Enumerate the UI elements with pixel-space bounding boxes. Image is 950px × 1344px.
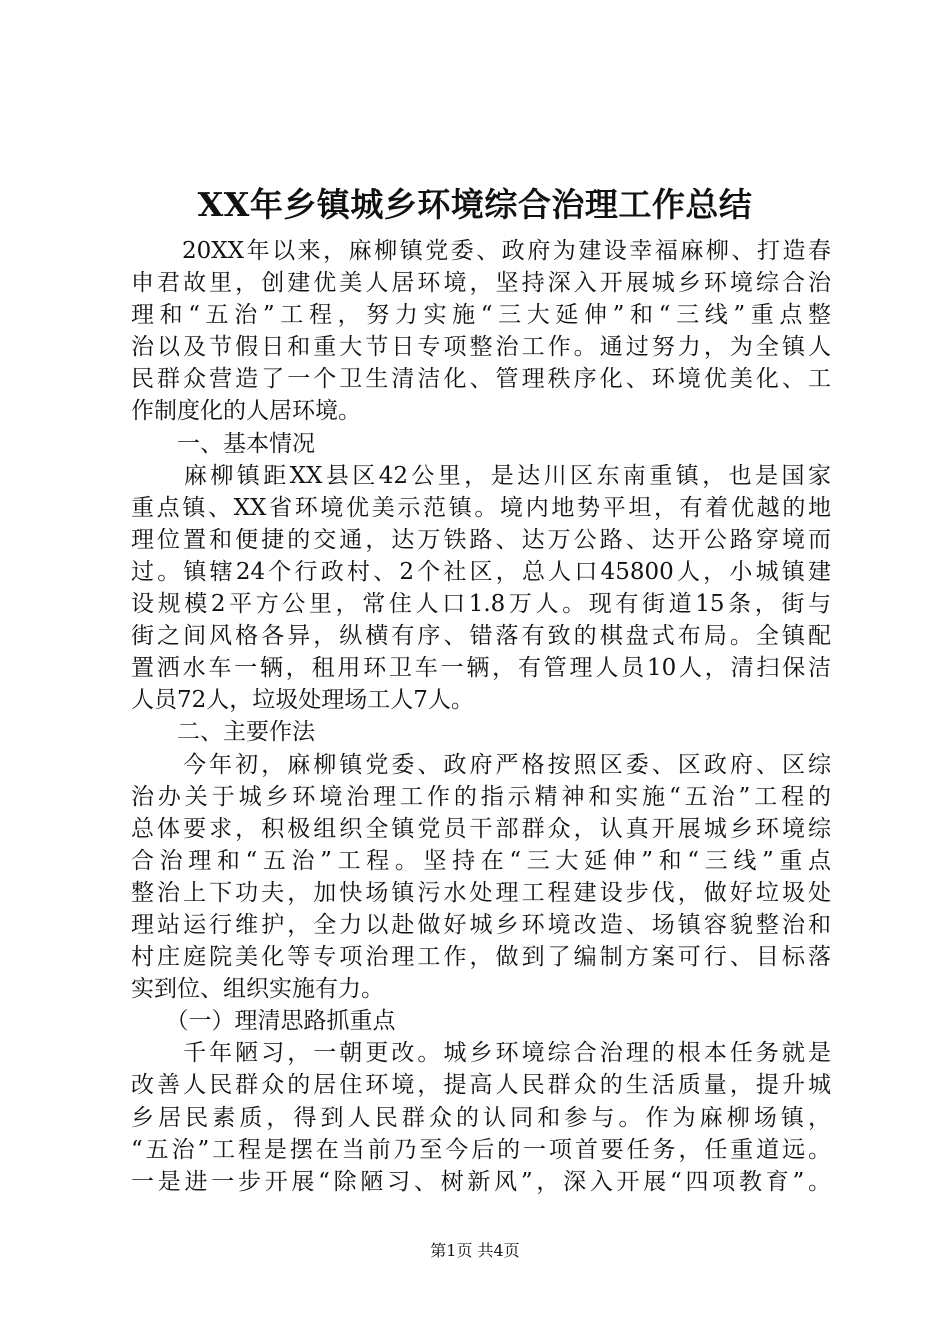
paragraph-line: 民群众营造了一个卫生清洁化、管理秩序化、环境优美化、工 <box>131 366 831 393</box>
paragraph-line: 改善人民群众的居住环境，提高人民群众的生活质量，提升城 <box>131 1072 831 1099</box>
paragraph-line: 理位置和便捷的交通，达万铁路、达万公路、达开公路穿境而 <box>131 526 831 553</box>
section-heading: 一、基本情况 <box>131 430 315 457</box>
paragraph-line: 总体要求，积极组织全镇党员干部群众，认真开展城乡环境综 <box>131 815 831 842</box>
section-heading: 二、主要作法 <box>131 719 315 746</box>
document-body <box>131 235 831 1198</box>
paragraph-line: 理站运行维护，全力以赴做好城乡环境改造、场镇容貌整治和 <box>131 911 831 938</box>
page-footer: 第1页 共4页 <box>430 1241 520 1260</box>
paragraph-line: 重点镇、XX省环境优美示范镇。境内地势平坦，有着优越的地 <box>131 494 831 521</box>
paragraph-line: 置洒水车一辆，租用环卫车一辆，有管理人员10人，清扫保洁 <box>131 655 831 682</box>
paragraph-line: 设规模2平方公里，常住人口1.8万人。现有街道15条，街与 <box>131 591 831 618</box>
paragraph-line: 理和“五治”工程，努力实施“三大延伸”和“三线”重点整 <box>131 302 831 329</box>
paragraph-line: 治以及节假日和重大节日专项整治工作。通过努力，为全镇人 <box>131 334 831 361</box>
paragraph-line: 一是进一步开展“除陋习、树新风”，深入开展“四项教育”。 <box>131 1168 831 1195</box>
paragraph-line: 整治上下功夫，加快场镇污水处理工程建设步伐，做好垃圾处 <box>131 879 831 906</box>
section-heading: （一）理清思路抓重点 <box>131 1008 396 1035</box>
paragraph-line: 过。镇辖24个行政村、2个社区，总人口45800人，小城镇建 <box>131 558 831 585</box>
paragraph-line: “五治”工程是摆在当前乃至今后的一项首要任务，任重道远。 <box>131 1136 831 1163</box>
paragraph-line: 村庄庭院美化等专项治理工作，做到了编制方案可行、目标落 <box>131 944 831 971</box>
paragraph-line: 实到位、组织实施有力。 <box>131 976 384 1003</box>
paragraph-line: 乡居民素质，得到人民群众的认同和参与。作为麻柳场镇， <box>131 1104 831 1131</box>
paragraph-line: 人员72人，垃圾处理场工人7人。 <box>131 687 474 714</box>
paragraph-line: 街之间风格各异，纵横有序、错落有致的棋盘式布局。全镇配 <box>131 623 831 650</box>
paragraph-line: 作制度化的人居环境。 <box>131 398 361 425</box>
paragraph-line: 20XX年以来，麻柳镇党委、政府为建设幸福麻柳、打造春 <box>131 238 831 264</box>
paragraph-line: 申君故里，创建优美人居环境，坚持深入开展城乡环境综合治 <box>131 270 831 297</box>
paragraph-line: 麻柳镇距XX县区42公里，是达川区东南重镇，也是国家 <box>131 462 831 489</box>
paragraph-line: 治办关于城乡环境治理工作的指示精神和实施“五治”工程的 <box>131 783 831 810</box>
document-title: XX年乡镇城乡环境综合治理工作总结 <box>197 185 753 224</box>
paragraph-line: 千年陋习，一朝更改。城乡环境综合治理的根本任务就是 <box>131 1040 831 1067</box>
paragraph-line: 今年初，麻柳镇党委、政府严格按照区委、区政府、区综 <box>131 751 831 778</box>
paragraph-line: 合治理和“五治”工程。坚持在“三大延伸”和“三线”重点 <box>131 847 831 874</box>
